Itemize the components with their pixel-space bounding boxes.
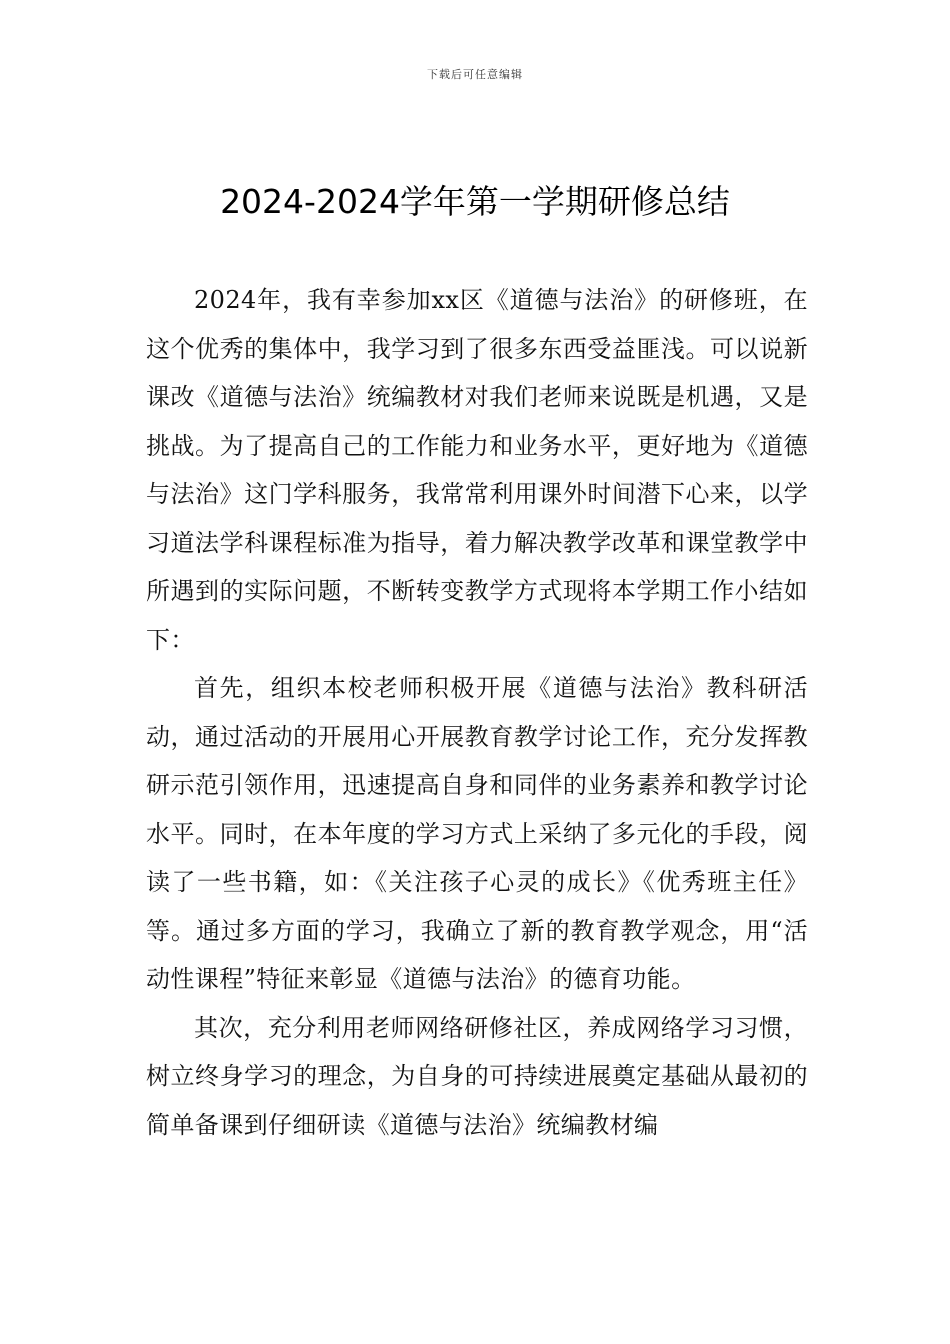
paragraph-3: 其次，充分利用老师网络研修社区，养成网络学习习惯，树立终身学习的理念，为自身的可持续进展奠定基础从最初的简单备课到仔细研读《道德与法治》统编教材编 bbox=[146, 1013, 808, 1139]
document-title: 2024-2024学年第一学期研修总结 bbox=[220, 182, 730, 221]
document-body bbox=[146, 276, 808, 1149]
paragraph-1: 2024年，我有幸参加xx区《道德与法治》的研修班，在这个优秀的集体中，我学习到了很多东西受益匪浅。可以说新课改《道德与法治》统编教材对我们老师来说既是机遇，又是挑战。为了提高自己的工作能力和业务水平，更好地为《道德与法治》这门学科服务，我常常利用课外时间潜下心来，以学习道法学科课程标准为指导，着力解决教学改革和课堂教学中所遇到的实际问题，不断转变教学方式现将本学期工作小结如下： bbox=[146, 286, 808, 654]
paragraph-2: 首先，组织本校老师积极开展《道德与法治》教科研活动，通过活动的开展用心开展教育教学讨论工作，充分发挥教研示范引领作用，迅速提高自身和同伴的业务素养和教学讨论水平。同时，在本年度的学习方式上采纳了多元化的手段，阅读了一些书籍，如：《关注孩子心灵的成长》《优秀班主任》等。通过多方面的学习，我确立了新的教育教学观念，用“活动性课程”特征来彰显《道德与法治》的德育功能。 bbox=[146, 674, 808, 993]
header-note: 下载后可任意编辑 bbox=[427, 68, 523, 81]
